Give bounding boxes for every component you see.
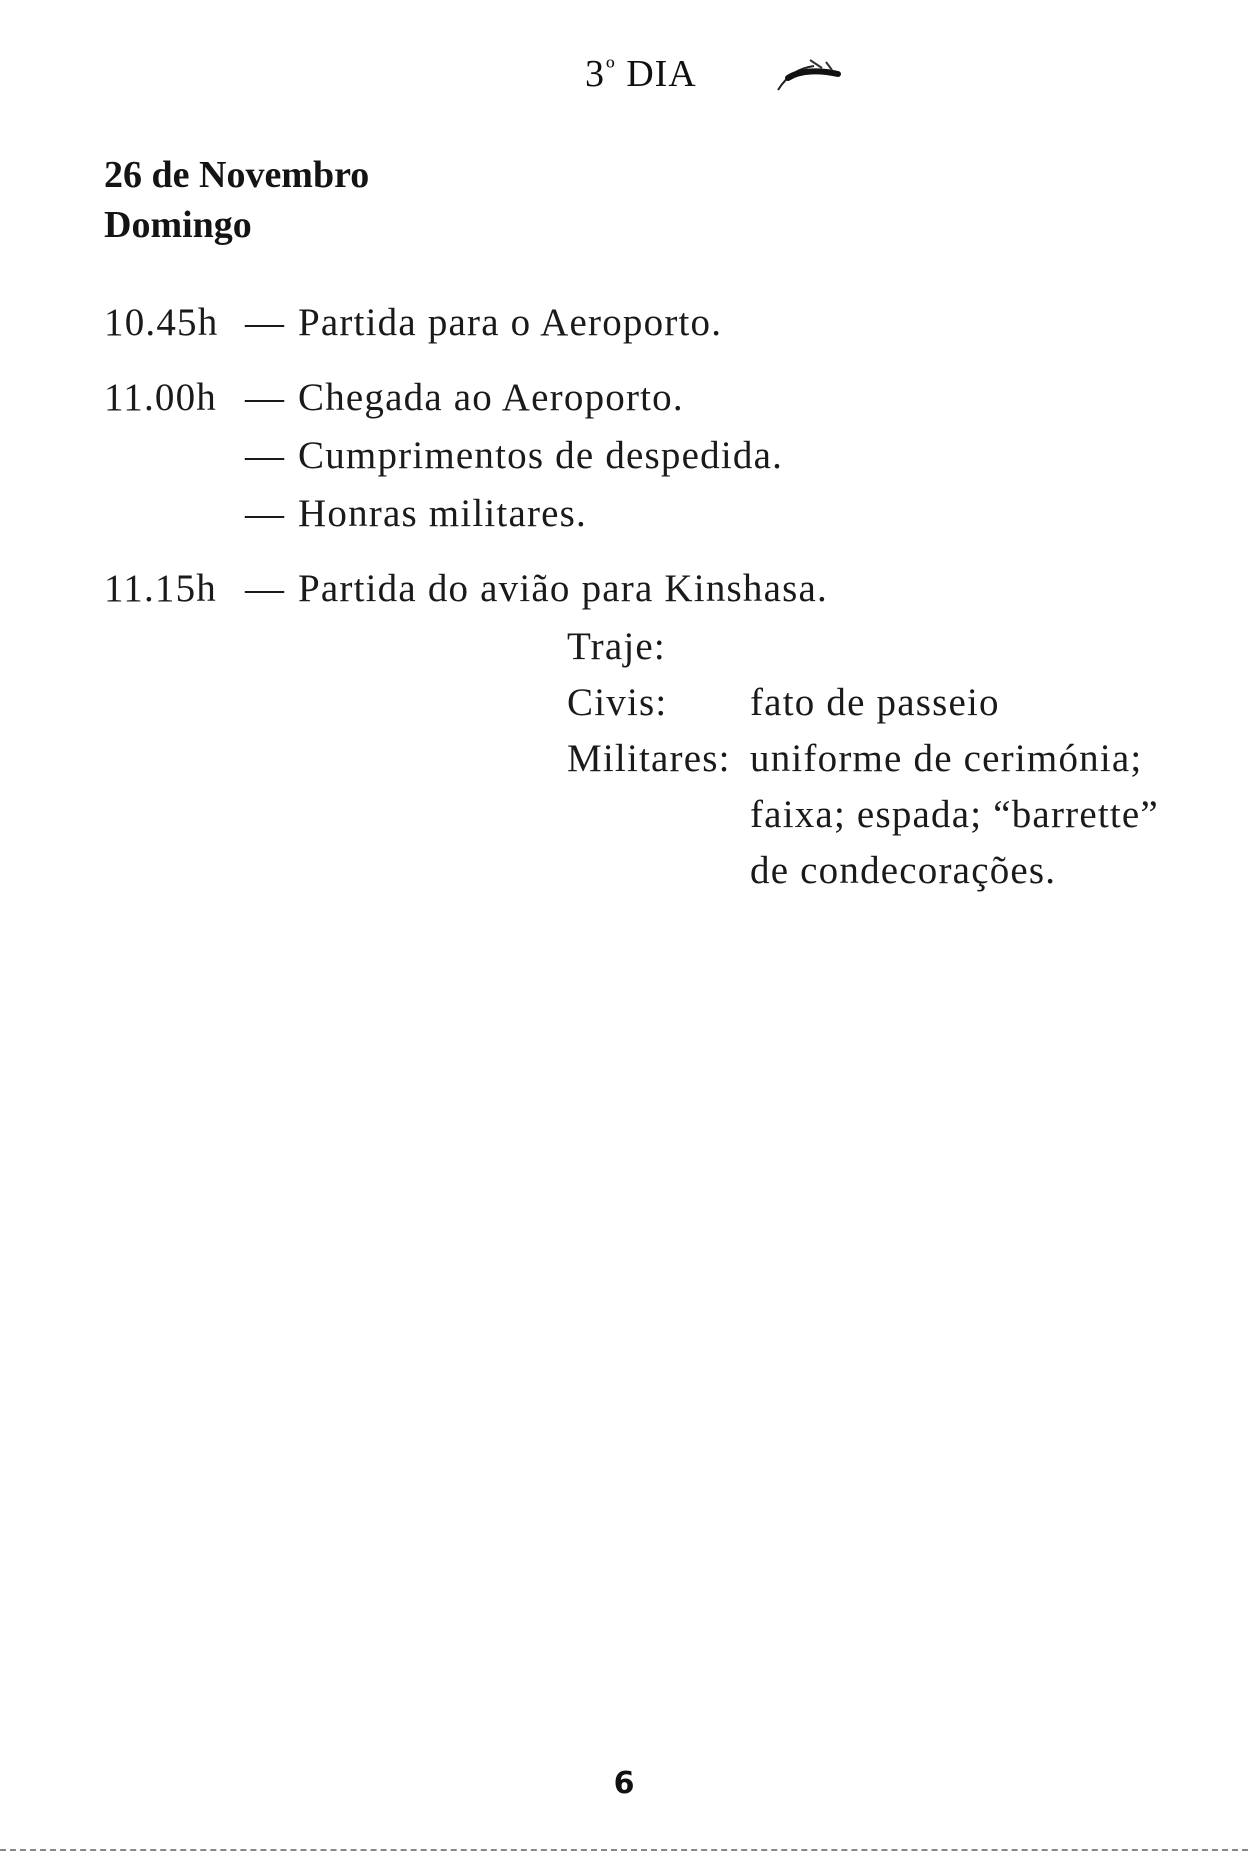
schedule-text: Cumprimentos de despedida. (298, 434, 784, 477)
day-word: DIA (626, 53, 697, 95)
dress-code-militares-line: de condecorações. (750, 849, 1057, 892)
schedule-row (0, 300, 1248, 350)
date-day-month: 26 de Novembro (104, 154, 370, 196)
schedule-text: Partida para o Aeroporto. (298, 301, 723, 344)
day-number: 3 (585, 53, 605, 95)
schedule-dash: — (245, 567, 286, 610)
schedule-time: 11.00h (104, 376, 218, 419)
page-title (585, 52, 697, 96)
dress-code-row (0, 680, 1248, 730)
dress-code-civis-label: Civis: (567, 681, 668, 724)
dress-code-heading: Traje: (567, 625, 666, 668)
bottom-divider (0, 1849, 1248, 1851)
date-weekday: Domingo (104, 204, 252, 246)
schedule-row (0, 491, 1248, 541)
schedule-time: 10.45h (104, 301, 219, 344)
dress-code-row (0, 736, 1248, 786)
schedule-text: Partida do avião para Kinshasa. (298, 567, 828, 610)
schedule-dash: — (245, 492, 286, 535)
schedule-dash: — (245, 301, 286, 344)
dress-code-heading-row (0, 624, 1248, 674)
schedule-row (0, 375, 1248, 425)
schedule-dash: — (245, 376, 286, 419)
dress-code-militares-line: uniforme de cerimónia; (750, 737, 1143, 780)
dress-code-row (0, 848, 1248, 898)
schedule-dash: — (245, 434, 286, 477)
page-number: 6 (613, 1766, 635, 1801)
schedule-time: 11.15h (104, 567, 218, 610)
schedule-row (0, 433, 1248, 483)
schedule-text: Chegada ao Aeroporto. (298, 376, 684, 419)
dress-code-row (0, 792, 1248, 842)
date-block (104, 150, 369, 250)
handwritten-mark-icon (770, 54, 842, 94)
dress-code-civis-value: fato de passeio (750, 681, 1000, 724)
dress-code-militares-label: Militares: (567, 737, 731, 780)
dress-code-militares-line: faixa; espada; “barrette” (750, 793, 1159, 836)
schedule-row (0, 566, 1248, 616)
schedule-text: Honras militares. (298, 492, 588, 535)
day-ordinal: º (606, 54, 616, 85)
